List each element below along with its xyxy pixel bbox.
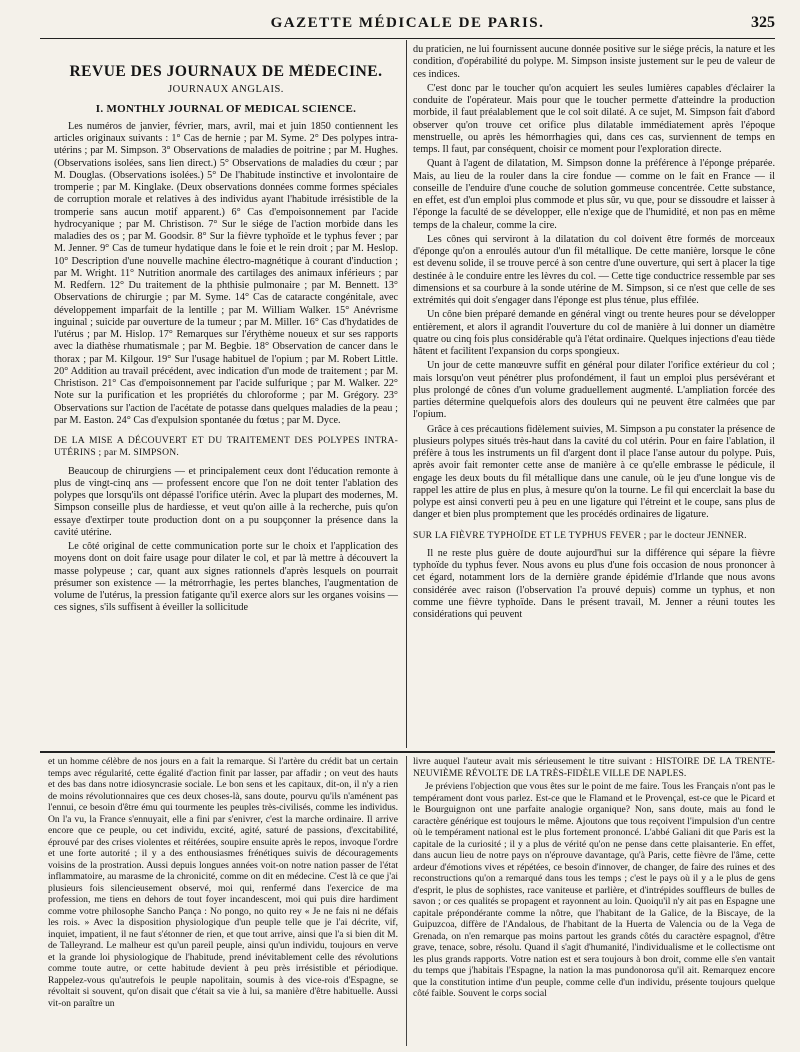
page-number: 325 <box>751 14 775 31</box>
section-title: REVUE DES JOURNAUX DE MÉDECINE. <box>69 64 383 80</box>
paragraph: Je préviens l'objection que vous êtes sur le point de me faire. Tous les Français n'ont pas le tempérament dont vous parlez. Est-ce que le Flamand et le Provençal, est-ce que le Picard et le Bourguignon ont une parfaite analogie organique? Non, sans doute, mais au fond le caractère générique est toujours le même. Ajoutons que tous reçoivent l'impulsion d'un centre où le tempérament national est le plus fortement prononcé. L'abbé Galiani dit que Paris est la capitale de la curiosité ; il y a plus de vérité qu'on ne pense dans cette plaisanterie. En effet, dans aucun lieu de notre pays on n'éprouve davantage, qu'à Paris, cette fièvre de l'âme, cette ardeur d'émotions vives et répétées, ce besoin d'innover, de changer, de faire des ruines et des reconstructions qu'on a remarqué dans tous les temps ; c'est le pays où il y a le plus de gens d'esprit, le plus de sophistes, race vaniteuse et parlière, et d'intrépides souffleurs de bulles de savon ; or ces qualités se propagent et rayonnent au loin. Quoiqu'il n'y ait pas en Espagne une capitale prépondérante comme la nôtre, que l'habitant de la Galice, de la Biscaye, de la Guipuzcoa, diffère de l'Andalous, de l'habitant de la Huerta de Valencia ou de la Vega de Grenada, on n'en remarque pas moins partout les grands côtés du caractère espagnol, d'être grave, tenace, sobre, résolu. Quand il s'agit d'humanité, l'individualisme et le collectisme ont les plus grands rapports. Votre nation est et sera toujours à bon droit, comme elle s'en vantait du temps que j'habitais l'Espagne, la nation la mas pundonorosa qu'il ait. Remarquez encore que la constitution intime d'un peuple, comme celle d'un individu, présente toujours quelque côté faible. Souvent le corps social <box>413 781 775 999</box>
paragraph: Un cône bien préparé demande en général vingt ou trente heures pour se développer entièrement, et alors il agrandit l'ouverture du col de manière à lui donner un diamètre quatre ou cinq fois plus considérable qu'à l'état ordinaire. Quelques injections d'eau tiède hâtent et facilitent l'expansion du corps spongieux. <box>413 309 775 357</box>
journal-section-heading: I. MONTHLY JOURNAL OF MEDICAL SCIENCE. <box>95 102 357 115</box>
article-heading: SUR LA FIÈVRE TYPHOÏDE ET LE TYPHUS FEVER ; par le docteur JENNER. <box>413 529 747 541</box>
section-subtitle: JOURNAUX ANGLAIS. <box>168 84 284 96</box>
left-column <box>54 64 398 744</box>
running-header <box>40 12 775 39</box>
column-divider-bottom <box>406 756 407 1046</box>
section-divider <box>40 751 775 753</box>
right-column <box>413 44 775 748</box>
paragraph: C'est donc par le toucher qu'on acquiert les seules lumières capables d'éclairer la conduite de l'opérateur. Mais pour que le toucher permette d'atteindre la production morbide, il faut préalablement que le col soit dilaté. A ce sujet, M. Simpson fait d'abord observer qu'on trouve cet orifice plus dilatable immédiatement après l'époque menstruelle, ou après les hémorrhagies qui, dans ces cas, surviennent de temps en temps. Il faut, par conséquent, choisir ce moment pour l'exploration directe. <box>413 82 775 155</box>
paragraph: du praticien, ne lui fournissent aucune donnée positive sur le siége précis, la nature et les condition, d'opérabilité du polype. M. Simpson insiste justement sur le peu de valeur de ces indices. <box>413 44 775 80</box>
newspaper-page <box>40 0 775 1052</box>
paragraph: Un jour de cette manœuvre suffit en général pour dilater l'orifice extérieur du col ; mais lorsqu'on veut pénétrer plus profondément, il faut un emploi plus persévérant et plus prolongé de cônes d'un volume graduellement augmenté. L'ampliation forcée des parties détermine quelquefois alors des douleurs qui ne peuvent être calmées que par l'opium. <box>413 360 775 421</box>
feuilleton-right-column <box>413 756 775 1048</box>
paragraph: Beaucoup de chirurgiens — et principalement ceux dont l'éducation remonte à plus de vingt-cinq ans — professent encore que l'on ne doit tenter l'ablation des polypes que lorsqu'ils ont dépassé l'orifice utérin. Avec la plupart des modernes, M. Simpson conseille plus de hardiesse, et veut qu'on aille à la recherche, puis qu'on essaye d'extirper toute production dont on a pu soupçonner la présence dans la cavité utérine. <box>54 465 398 538</box>
article-heading: DE LA MISE A DÉCOUVERT ET DU TRAITEMENT DES POLYPES INTRA-UTÉRINS ; par M. SIMPSON. <box>54 435 398 459</box>
feuilleton-left-column <box>48 756 398 1048</box>
column-divider-top <box>406 40 407 748</box>
paragraph: et un homme célèbre de nos jours en a fait la remarque. Si l'artère du crédit bat un certain temps avec régularité, cette égalité d'action finit par lasser, par affadir ; on veut des hauts et des bas dans notre idiosyncrasie sociale. Le bon sens et les capitaux, dit-on, il n'y a rien de moins révolutionnaires que ces deux choses-là, sans doute, pourvu qu'ils n'aménent pas l'ennui, ce besoin d'être ému qui tourmente les peuples très-civilisés, comme les individus. On l'a vu, la France s'ennuyait, elle a fini par s'enivrer, c'est la marche ordinaire. Il arrive encore que ce peuple, ou cet individu, excité, agité, saturé de passions, d'excitabilité, éprouvé par des crises violentes et réitérées, soupire ensuite après le repos, invoque l'ordre et une forte autorité ; il y a des enthousiasmes frénétiques suivis de découragements voisins de la prostration. Aussi depuis longues années voit-on notre nation passer de l'état inflammatoire, au marasme de la chronicité, comme on dit en médecine. C'est là ce que j'ai plusieurs fois silencieusement observé, moi qui, renfermé dans l'exercice de ma profession, me tiens en dehors de tout foyer incandescent, moi qui puis dire hardiment comme votre philosophe Sancho Pança : No pongo, no quito rey « Je ne fais ni ne défais les rois. » Avec la disposition physiologique d'un peuple telle que je l'ai décrite, vif, inquiet, impatient, il ne faut s'étonner de rien, et que tout arrive, ainsi que l'a si bien dit M. de Talleyrand. Le malheur est qu'un pareil peuple, ainsi qu'un individu, toujours en verve et la grande loi physiologique de l'habitude, prend inévitablement celle des révolutions comme toute autre, or cette habitude devient à peu près irrésistible et périodique. Rappelez-vous qu'autrefois le peuple napolitain, soumis à des vice-rois d'Espagne, se révoltait si souvent, qu'on disait que c'était sa vie à lui, sa manière d'être habituelle. Aussi vit-on paraître un <box>48 756 398 1009</box>
paragraph: Quant à l'agent de dilatation, M. Simpson donne la préférence à l'éponge préparée. Mais, au lieu de la rouler dans la cire fondue — comme on le fait en France — il conseille de l'enduire d'une couche de solution gommeuse concentrée. Cette substance, en effet, est d'un emploi plus commode et plus sûr, vu que, pour se dissoudre et laisser à l'éponge la faculté de se développer, elle n'exige que de l'humidité, et non pas en même temps de la chaleur, comme la cire. <box>413 158 775 231</box>
paragraph: Les cônes qui serviront à la dilatation du col doivent être formés de morceaux d'éponge qu'on a enroulés autour d'un fil métallique. De cette manière, lorsque le cône est devenu solide, il se trouve percé à son centre d'une ouverture, qui sert à placer la tige destinée à le conduire entre les lèvres du col. — Cette tige conductrice ressemble par ses dimensions et sa courbure à la sonde utérine de M. Simpson, si ce n'est que celle de ses extrémités qui doit s'engager dans l'éponge est plus ténue, plus effilée. <box>413 233 775 306</box>
paragraph: Le côté original de cette communication porte sur le choix et l'application des moyens dont on doit faire usage pour dilater le col, et par là mettre à découvert la masse polypeuse ; car, quant aux signes rationnels d'après lesquels on pourrait présumer son existence — la métrorrhagie, les pertes blanches, l'augmentation de volume de l'utérus, la pression fatigante qu'il exerce alors sur les organes voisins — ces signes, s'ils suffisent à éveiller la sollicitude <box>54 541 398 614</box>
paragraph: Grâce à ces précautions fidèlement suivies, M. Simpson a pu constater la présence de plusieurs polypes situés très-haut dans la cavité du col utérin. Pour en faire l'ablation, il préfère à tous les instruments un fil d'argent dont il place l'anse autour du polype. Puis, après avoir fait remonter cette anse de manière à ce qu'elle embrasse le pédicule, il engage les deux bouts du fil métallique dans une canule, où le jeu d'une longue vis de rappel les attire de plus en plus, à mesure qu'on la tourne. Le fil qui encerclait la base du polype est ainsi converti peu à peu en une ligature qui l'étreint et le coupe, sans plus de danger et bien plus promptement que les procédés ordinaires de ligature. <box>413 423 775 521</box>
paragraph: livre auquel l'auteur avait mis sérieusement le titre suivant : HISTOIRE DE LA TRENTE-NEUVIÈME RÉVOLTE DE LA TRÈS-FIDÈLE VILLE DE NAPLES. <box>413 756 775 779</box>
paragraph: Les numéros de janvier, février, mars, avril, mai et juin 1850 contiennent les articles originaux suivants : 1° Cas de hernie ; par M. Syme. 2° Des polypes intra-utérins ; par M. Simpson. 3° Observations de maladies de poitrine ; par M. Hughes. (Observations isolées, sans lien direct.) 5° Observations de maladies du cœur ; par M. Douglas. (Observations isolées.) 5° De l'habitude instinctive et involontaire de tromperie ; par M. Kinglake. (Deux observations données comme formes spéciales de corruption morale et relatives à des individus ayant l'habitude irrésistible de la tromperie sans aucun motif apparent.) 6° Cas d'empoisonnement par l'acide hydrocyanique ; par M. Christison. 7° Sur le siége de l'action morbide dans les maladies des os ; par M. Goodsir. 8° Sur la fièvre typhoïde et le typhus fever ; par M. Jenner. 9° Cas de tumeur hydatique dans le foie et le rein droit ; par M. Heslop. 10° Description d'une nouvelle machine électro-magnétique à courant d'induction ; par M. Wright. 11° Nutrition anormale des cartilages des animaux inférieurs ; par M. Redfern. 12° Du traitement de la phthisie pulmonaire ; par M. Bennett. 13° Observations de chirurgie ; par M. Syme. 14° Cas de cataracte congénitale, avec développement imparfait de la lentille ; par M. William Walker. 15° Anévrisme inguinal ; suicide par ouverture de la tumeur ; par M. Miller. 16° Cas d'hydatides de l'utérus ; par M. Hislop. 17° Remarques sur l'érythème noueux et sur ses rapports avec la diathèse rhumatismale ; par M. Begbie. 18° Observation de cancer dans le thorax ; par M. Kilgour. 19° Sur l'usage habituel de l'opium ; par M. Robert Little. 20° Addition au travail précédent, avec indication d'un mode de traitement ; par M. Christison. 21° Cas d'empoisonnement par l'acide sulfurique ; par M. Walker. 22° Note sur la purification et les propriétés du chloroforme ; par M. Grégory. 23° Observations sur l'action de l'acétate de potasse dans quelques maladies de la peau ; par M. Easton. 24° Cas d'expulsion spontanée du fœtus ; par M. Dyce. <box>54 120 398 426</box>
journal-title: GAZETTE MÉDICALE DE PARIS. <box>270 15 545 31</box>
paragraph: Il ne reste plus guère de doute aujourd'hui sur la différence qui sépare la fièvre typhoïde du typhus fever. Nous avons eu plus d'une fois occasion de nous prononcer à cet égard, notamment lors de la dernière grande épidémie d'Irlande que nous avons considérée avec raison (l'observation l'a prouvé depuis) comme un typhus, et non comme une fièvre typhoïde. Dans le présent travail, M. Jenner a réuni toutes les considérations qui peuvent <box>413 547 775 620</box>
